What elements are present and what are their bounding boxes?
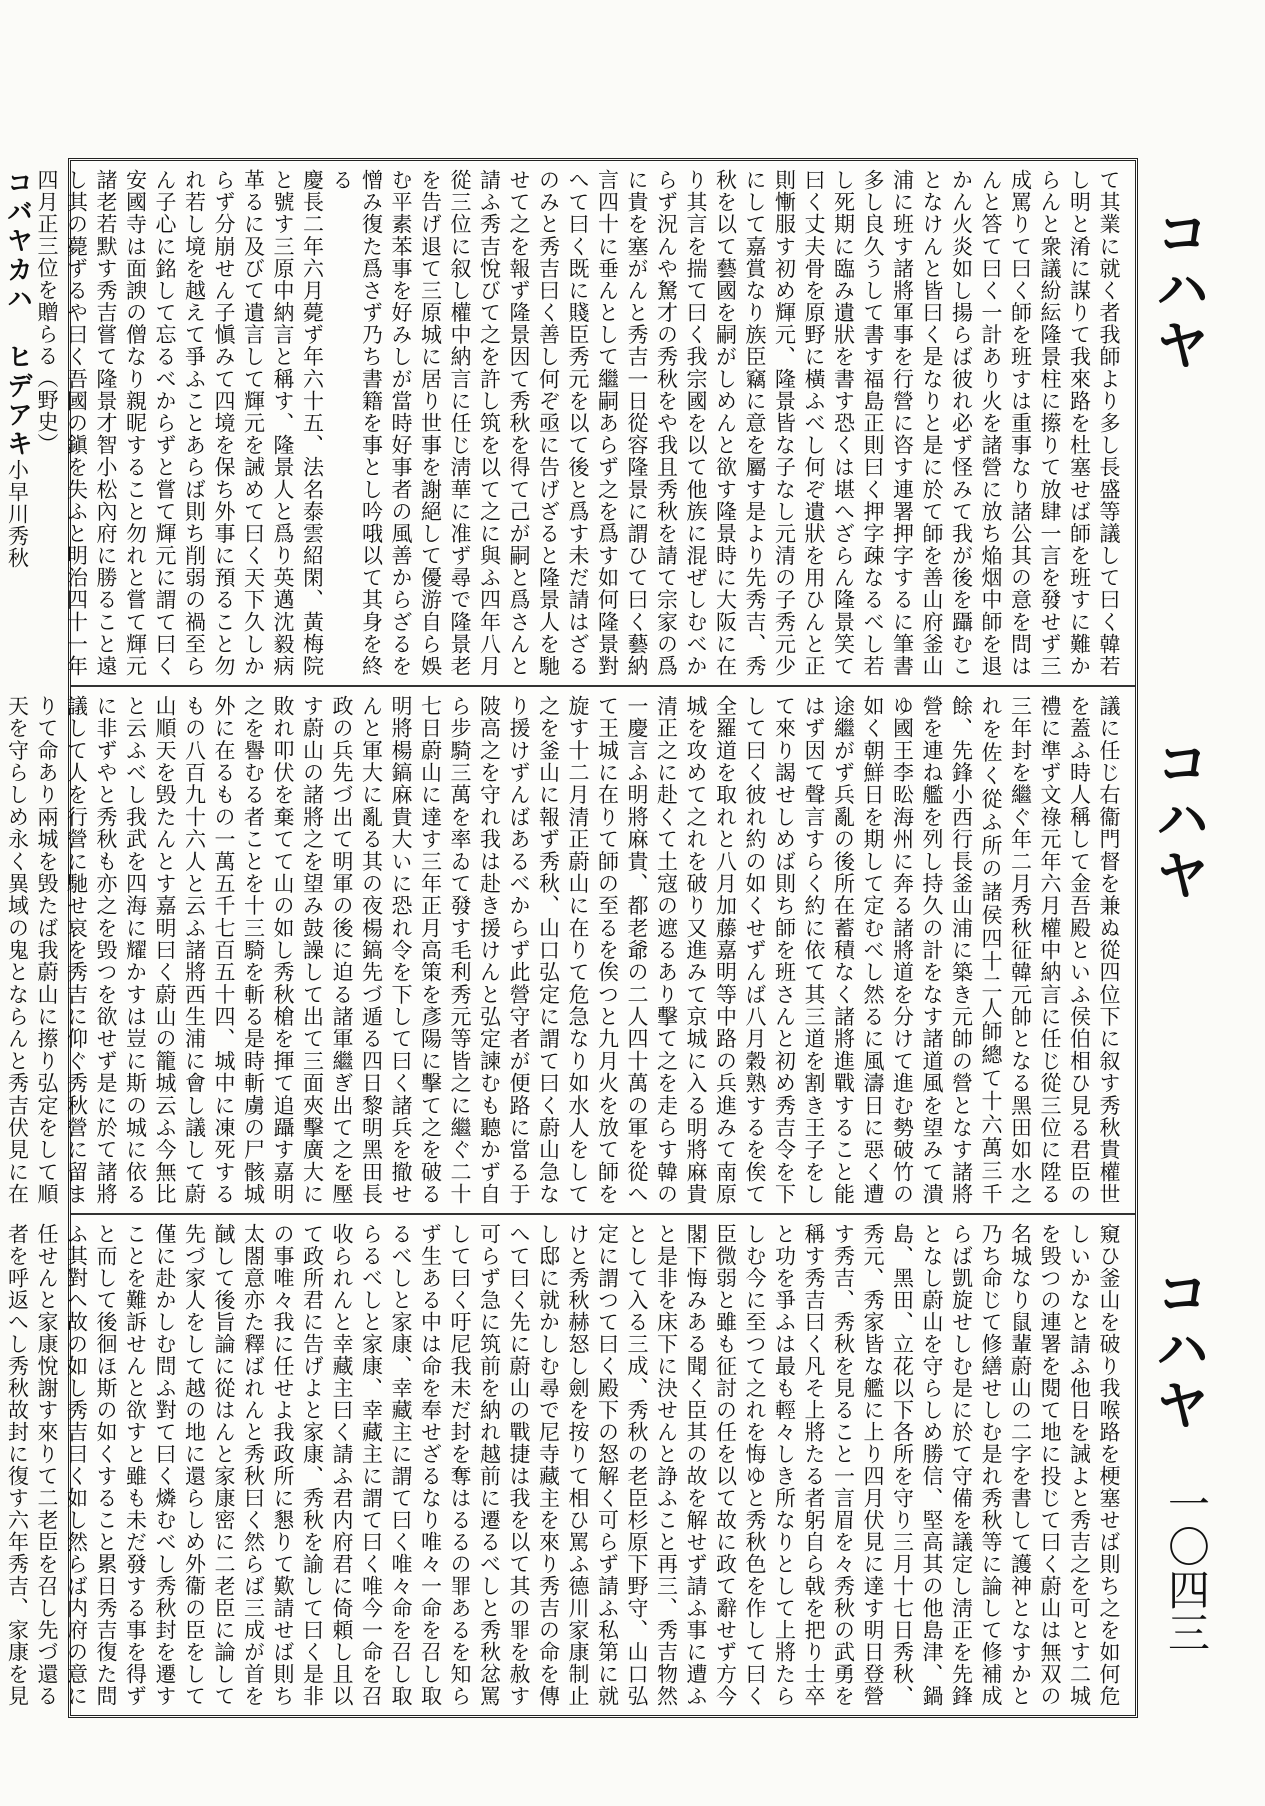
paragraph-korean-campaign: 議に任じ右衞門督を兼ぬ從四位下に叙す秀秋貴權世を蓋ふ時人稱して金吾殿といふ侯伯相ひ見る君臣の禮に準ず文祿元年六月權中納言に任じ從三位に陞る三年封を繼ぐ年二月秀秋征韓元帥となる黑田如水之れを佐く從ふ所の諸侯四十二人師總て十六萬三千餘、先鋒小西行長釜山浦に築き元帥の營となす諸將營を連ね艦を列し持久の計をなす諸道風を望みて潰ゆ國王李昖海州に奔る諸將道を分けて進む勢破竹の如く朝鮮日を期して定むべし然るに風濤日に惡く遭途繼がず兵亂の後所在蓄積なく諸將進戰すること能はず因て聲言すらく約に依て其三道を割き王子をして來り謁せしめば則ち師を班さんと初め秀吉令を下して曰く彼れ約の如くせずんば八月穀熟するを俟て全羅道を取れと八月加藤嘉明等中路の兵進みて南原城を攻めて之れを破り又進みて京城に入る明將麻貴清正之に赴くて土寇の遮るあり擊て之を走らす韓の一慶言ふ明將麻貴、都老爺の二人四十萬の軍を從へて王城に在りて師の至るを俟つと九月火を放て師を旋す十二月清正蔚山に在りて危急なり如水人をして之を釜山に報ず秀秋、山口弘定に謂て曰く蔚山急なり援けずんばあるべからず此營守者が便路に當る于陂高之を守れ我は赴き援けんと弘定諫むも聽かず自ら步騎三萬を率ゐて發す毛利秀元等皆之に繼ぐ二十七日蔚山に達す三年正月高策を彥陽に擊て之を破る明將楊鎬麻貴大いに恐れ令を下して曰く諸兵を撤せんと軍大に亂る其の夜楊鎬先づ遁る四日黎明黑田長政の兵先づ出て明軍の後に迫る諸軍繼ぎ出て之を壓す蔚山の諸將之を望み鼓譟して出て三面夾擊廣大に敗れ叩伏を棄てて山の如し秀秋槍を揮て追躡す嘉明之を譽むる者ことを十三騎を斬る是時斬虜の尸骸城外に在るもの一萬五千七百五十四、城中に凍死するもの八百九十六人と云ふ諸將西生浦に會し議して蔚山順天を毁たんとす嘉明曰く蔚山の籠城云ふ今無比と云ふべし我武を四海に耀かすは豈に斯の城に依るに非ずやと秀秋も亦之を毁つを欲せず是に於て諸將議して人を行營に馳せ哀を秀吉に仰ぐ秀秋營に留まりて命あり兩城を毁たば我蔚山に攃り弘定をして順天を守らしめ永く異域の鬼とならんと秀吉伏見に在 xyxy=(5,695,1121,1206)
paragraph-takakage-death: 慶長二年六月薨ず年六十五、法名泰雲紹閑、黃梅院と號す三原中納言と稱す、隆景人と爲り英邁沈毅病革るに及びて遺言して輝元を誡めて曰く天下久しからず分崩せん子愼みて四境を保ち外事に預ること勿れ若し境を越えて爭ふことあらば則ち削弱の禍至らん子心に銘して忘るべからずと嘗て輝元に謂て曰く安國寺は面諛の僧なり親昵すること勿れと嘗て輝元諸老若默す秀吉嘗て隆景才智小松內府に勝ること遠し其の薨ずるや曰く吾國の鎭を失ふと明治四十一年四月正三位を贈らる（野史） xyxy=(35,169,325,677)
entry-heading xyxy=(2,169,32,677)
tier-bottom-columns xyxy=(5,1223,1123,1707)
header-tab-top: コハヤ xyxy=(1147,205,1210,373)
text-frame xyxy=(2,158,1138,1718)
entry-head-reading: コバヤカハ ヒデアキ xyxy=(2,169,33,459)
paragraph-hideaki-intro xyxy=(0,169,2,677)
text-tier-middle xyxy=(5,687,1135,1215)
text-tier-top xyxy=(2,161,1135,687)
page-number: 一〇四三 xyxy=(1162,1482,1211,1654)
paragraph-return-and-dispute: 窺ひ釜山を破り我喉路を梗塞せば則ち之を如何危しいかなと請ふ他日を誡よと秀吉之を可とす二城を毁つの連署を閱て地に投じて曰く蔚山は無双の名城なり鼠輩蔚山の二字を書して護神となすかと乃ち命じて修繕せしむ是れ秀秋等に論して修補成らば凱旋せしむ是に於て守備を議定し淸正を先鋒となし蔚山を守らしめ勝信、堅高其の他島津、鍋島、黑田、立花以下各所を守り三月十七日秀秋、秀元、秀家皆な艦に上り四月伏見に達す明日登營す秀吉、秀秋を見ること一言眉を々秀秋の武勇を稱す秀吉曰く凡そ上將たる者躬自ら戟を把り士卒と功を爭ふは最も輕々しき所なりとして上將たらしむ今に至つて之れを悔ゆと秀秋色を作して曰く臣微弱と雖も征討の任を以て故に政て辭せず方今閣下悔みある聞く臣其の故を解せず請ふ事に遭ふと是非を床下に決せんと諍ふこと再三、秀吉物然として入る三成、秀秋の老臣杉原下野守、山口弘定に謂つて曰く殿下の怒解く可らず請ふ私第に就けと秀秋赫怒し劍を按りて相ひ罵ふ德川家康制止し邸に就かしむ尋で尼寺藏主を來り秀吉の命を傳へて曰く先に蔚山の戰捷は我を以て其の罪を赦す可らず急に筑前を納れ越前に遷るべしと秀秋忿罵して曰く吁尼我未だ封を奪はるるの罪あるを知らず生ある中は命を奉せざるなり唯々一命を召し取るべしと家康、幸藏主に謂て曰く唯々命を召し取らるべしと家康、幸藏主に謂て曰く唯今一命を召收られんと幸藏主曰く請ふ君内府君に倚頼し且以て政所君に告げよと家康、秀秋を諭して曰く是非の事唯々我に任せよ我政所に懇りて歎請せば則ち太閤意亦た釋ばれんと秀秋曰く然らば三成が首を馘して後旨論に從はんと家康密に二老臣に論して先づ家人をして越の地に還らしめ外衞の臣をして僅に赴かしむ問ふ對て曰く燐むべし秀秋封を遷すことを難訴せんと欲すと雖も未だ發する事を得ずと而して後徊ほ斯の如くすること累日秀吉復た問ふ其對へ故の如し秀吉曰く如し然らば内府の意に任せんと家康悅謝す來りて二老臣を召し先づ還る者を呼返へし秀秋故封に復す六年秀吉、家康を見 xyxy=(5,1223,1121,1707)
header-tab-middle: コハヤ xyxy=(1147,735,1210,903)
paragraph-kobayakawa-takakage: て其業に就く者我師より多し長盛等議して曰く韓若し明と淆に謀りて我來路を杜塞せば師を班すに難からんと衆議紛紜隆景柱に攃りて放肆一言を發せず三成罵りて曰く師を班すは重事なり諸公其の意を問はんと答て曰く一計あり火を諸營に放ち焔烟中師を退かん火炎如し揚らば彼れ必ず怪みて我が後を躡むことなけんと皆曰く是なりと是に於て師を善山府釜山浦に班す諸將軍事を行營に咨す連署押字するに筆書多し良久うして書す福島正則曰く押字疎なるべし若し死期に臨み遺狀を書す恐くは堪へざらん隆景笑て曰く丈夫骨を原野に橫ふべし何ぞ遺狀を用ひんと正則慚服す初め輝元、隆景皆な子なし元清の子秀元少にして嘉賞なり族臣竊に意を屬す是より先秀吉、秀秋を以て藝國を嗣がしめんと欲す隆景時に大阪に在り其言を揣て曰く我宗國を以て他族に混ぜしむべからず況んや駑才の秀秋をや我且秀秋を請て宗家の爲に貴を塞がんと秀吉一日從容隆景に謂ひて曰く藝納言四十に垂んとして繼嗣あらず之を爲す如何隆景對へて曰く既に賤臣秀元を以て後と爲す未だ請はざるのみと秀吉曰く善し何ぞ亟に告げざると隆景人を馳せて之を報ず隆景因て秀秋を得て己が嗣と爲さんと請ふ秀吉悅びて之を許し筑を以て之に與ふ四年八月從三位に叙し權中納言に任じ淸華に准ず尋で隆景老を告げ退て三原城に居り世事を謝絕して優游自ら娛む平素苯事を好みしが當時好事者の風善からざるを憎み復た爲さず乃ち書籍を事とし吟哦以て其身を終る xyxy=(330,169,1121,678)
text-tier-bottom xyxy=(5,1215,1135,1715)
tier-top-columns xyxy=(2,169,1123,678)
entry-head-name: 小早川秀秋 xyxy=(5,459,30,569)
tier-middle-columns xyxy=(5,695,1123,1206)
header-tab-bottom: コハヤ xyxy=(1147,1265,1210,1433)
